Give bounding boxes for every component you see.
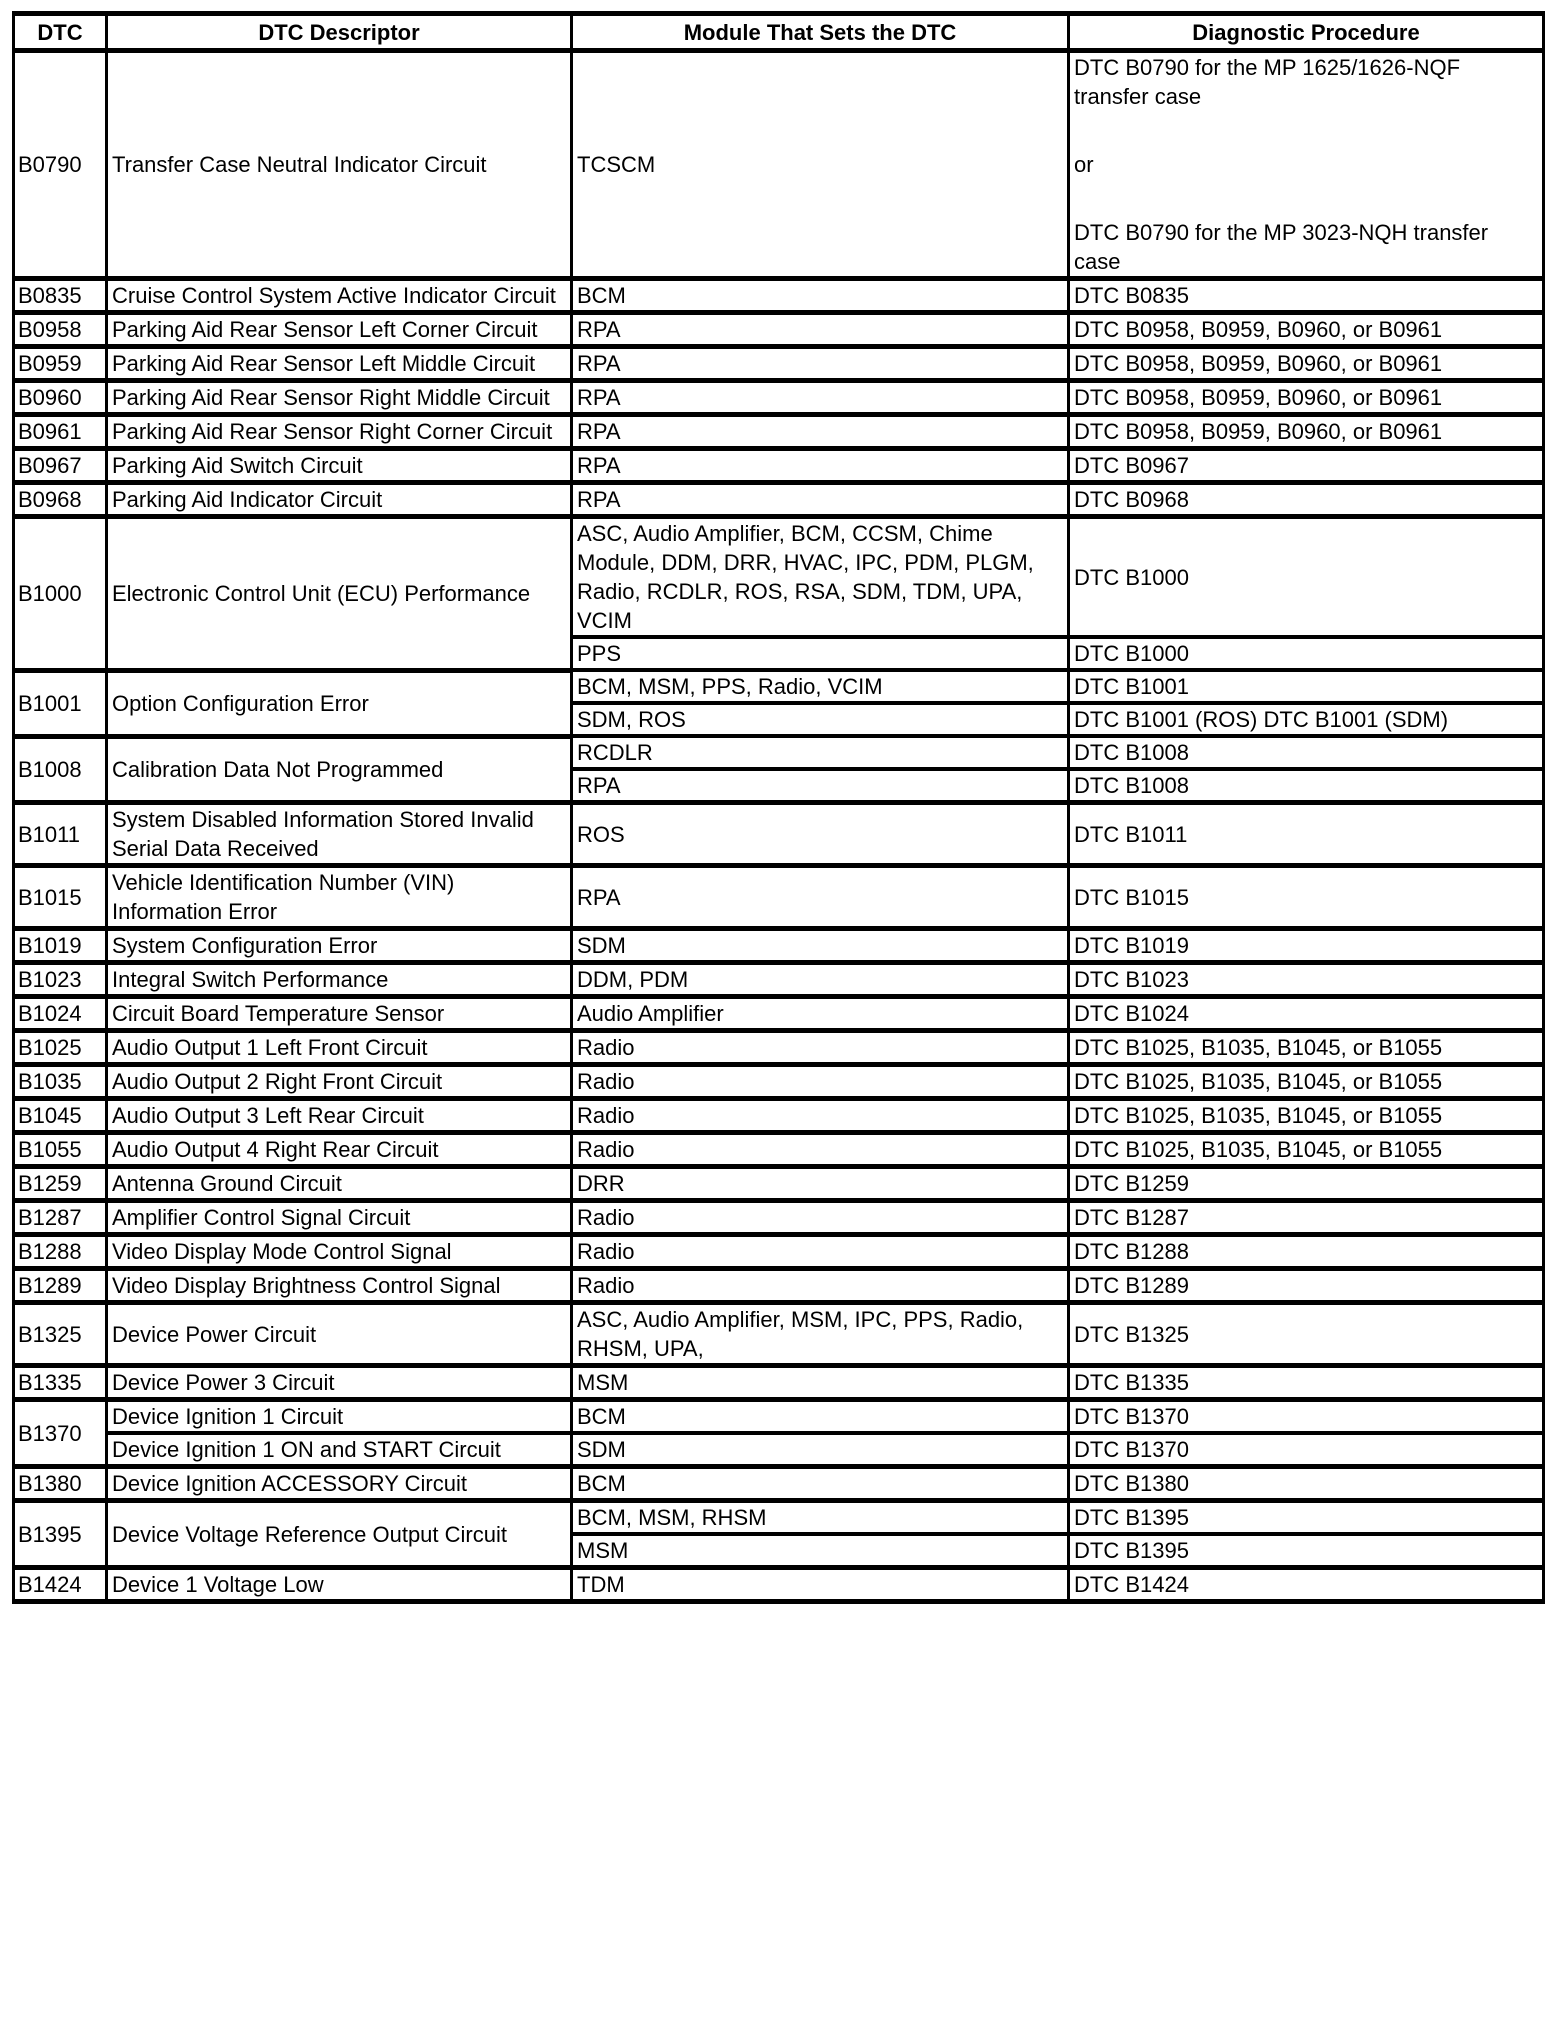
dtc-descriptor: Transfer Case Neutral Indicator Circuit — [107, 51, 572, 279]
dtc-code: B0958 — [14, 313, 107, 347]
diagnostic-procedure — [1069, 1065, 1544, 1099]
setting-module: Radio — [572, 1031, 1069, 1065]
dtc-code: B1019 — [14, 929, 107, 963]
procedure-line: DTC B0958, B0959, B0960, or B0961 — [1074, 317, 1443, 342]
setting-module: RPA — [572, 381, 1069, 415]
setting-module: RCDLR — [572, 736, 1069, 769]
dtc-descriptor: Parking Aid Rear Sensor Left Middle Circuit — [107, 347, 572, 381]
diagnostic-procedure — [1069, 963, 1544, 997]
procedure-line: DTC B1370 — [1074, 1404, 1189, 1429]
header-descriptor: DTC Descriptor — [107, 14, 572, 51]
setting-module: SDM — [572, 1433, 1069, 1467]
setting-module: BCM, MSM, RHSM — [572, 1501, 1069, 1535]
setting-module: Radio — [572, 1235, 1069, 1269]
setting-module: BCM, MSM, PPS, Radio, VCIM — [572, 670, 1069, 703]
table-row — [14, 1303, 1544, 1366]
dtc-code: B0959 — [14, 347, 107, 381]
diagnostic-procedure — [1069, 1133, 1544, 1167]
setting-module: RPA — [572, 347, 1069, 381]
dtc-descriptor: Audio Output 2 Right Front Circuit — [107, 1065, 572, 1099]
dtc-code: B1001 — [14, 670, 107, 736]
diagnostic-procedure — [1069, 736, 1544, 769]
dtc-descriptor: Amplifier Control Signal Circuit — [107, 1201, 572, 1235]
procedure-line: DTC B0790 for the MP 3023-NQH transfer case — [1074, 220, 1489, 274]
table-row — [14, 1366, 1544, 1400]
diagnostic-procedure — [1069, 1303, 1544, 1366]
dtc-descriptor: Device Ignition 1 ON and START Circuit — [107, 1433, 572, 1467]
dtc-descriptor: Device Voltage Reference Output Circuit — [107, 1501, 572, 1568]
table-row — [14, 415, 1544, 449]
procedure-line: DTC B1011 — [1074, 821, 1188, 847]
setting-module: RPA — [572, 449, 1069, 483]
dtc-descriptor: Cruise Control System Active Indicator Circuit — [107, 279, 572, 313]
dtc-descriptor: Integral Switch Performance — [107, 963, 572, 997]
table-row — [14, 1065, 1544, 1099]
diagnostic-procedure — [1069, 51, 1544, 279]
setting-module: RPA — [572, 483, 1069, 517]
setting-module: MSM — [572, 1534, 1069, 1568]
dtc-descriptor: Electronic Control Unit (ECU) Performance — [107, 517, 572, 671]
dtc-code: B1015 — [14, 866, 107, 929]
table-row — [14, 997, 1544, 1031]
procedure-line: DTC B1395 — [1074, 1505, 1189, 1530]
procedure-line: DTC B1008 — [1074, 773, 1189, 798]
table-header-row — [14, 14, 1544, 51]
procedure-line: DTC B0968 — [1074, 487, 1189, 512]
dtc-descriptor: Audio Output 1 Left Front Circuit — [107, 1031, 572, 1065]
diagnostic-procedure — [1069, 483, 1544, 517]
dtc-code: B1025 — [14, 1031, 107, 1065]
dtc-code: B1325 — [14, 1303, 107, 1366]
diagnostic-procedure — [1069, 997, 1544, 1031]
procedure-line: DTC B1325 — [1074, 1321, 1189, 1347]
setting-module: PPS — [572, 637, 1069, 670]
table-row — [14, 736, 1544, 769]
dtc-descriptor: Video Display Mode Control Signal — [107, 1235, 572, 1269]
setting-module: Radio — [572, 1201, 1069, 1235]
diagnostic-procedure — [1069, 637, 1544, 670]
procedure-line: DTC B1289 — [1074, 1273, 1189, 1298]
setting-module: SDM — [572, 929, 1069, 963]
diagnostic-procedure — [1069, 929, 1544, 963]
dtc-descriptor: Audio Output 4 Right Rear Circuit — [107, 1133, 572, 1167]
diagnostic-procedure — [1069, 1031, 1544, 1065]
procedure-line: or — [1074, 152, 1094, 177]
procedure-line: DTC B1015 — [1074, 884, 1189, 910]
table-row — [14, 517, 1544, 638]
diagnostic-procedure — [1069, 1235, 1544, 1269]
diagnostic-procedure — [1069, 1501, 1544, 1535]
header-procedure: Diagnostic Procedure — [1069, 14, 1544, 51]
procedure-line: DTC B1288 — [1074, 1239, 1189, 1264]
dtc-descriptor: Vehicle Identification Number (VIN) Information Error — [107, 866, 572, 929]
dtc-code: B1045 — [14, 1099, 107, 1133]
procedure-line: DTC B1025, B1035, B1045, or B1055 — [1074, 1137, 1443, 1162]
setting-module: DDM, PDM — [572, 963, 1069, 997]
setting-module: RPA — [572, 769, 1069, 803]
procedure-line: DTC B1335 — [1074, 1370, 1189, 1395]
setting-module: SDM, ROS — [572, 703, 1069, 736]
dtc-descriptor: Antenna Ground Circuit — [107, 1167, 572, 1201]
dtc-code: B0967 — [14, 449, 107, 483]
dtc-descriptor: Circuit Board Temperature Sensor — [107, 997, 572, 1031]
dtc-code: B1259 — [14, 1167, 107, 1201]
table-row — [14, 1133, 1544, 1167]
dtc-code: B1008 — [14, 736, 107, 803]
dtc-descriptor: Calibration Data Not Programmed — [107, 736, 572, 803]
diagnostic-procedure — [1069, 313, 1544, 347]
dtc-code: B1288 — [14, 1235, 107, 1269]
diagnostic-procedure — [1069, 1467, 1544, 1501]
diagnostic-procedure — [1069, 670, 1544, 703]
dtc-code: B1055 — [14, 1133, 107, 1167]
table-row — [14, 670, 1544, 703]
table-row — [14, 1501, 1544, 1535]
diagnostic-procedure — [1069, 517, 1544, 638]
table-row — [14, 347, 1544, 381]
dtc-code: B1287 — [14, 1201, 107, 1235]
spacer — [1074, 111, 1538, 150]
dtc-descriptor: Video Display Brightness Control Signal — [107, 1269, 572, 1303]
dtc-descriptor: Parking Aid Switch Circuit — [107, 449, 572, 483]
procedure-line: DTC B1001 (ROS) DTC B1001 (SDM) — [1074, 707, 1449, 732]
setting-module: RPA — [572, 313, 1069, 347]
setting-module: BCM — [572, 1467, 1069, 1501]
diagnostic-procedure — [1069, 803, 1544, 866]
diagnostic-procedure — [1069, 1099, 1544, 1133]
procedure-line: DTC B1380 — [1074, 1471, 1189, 1496]
diagnostic-procedure — [1069, 1366, 1544, 1400]
diagnostic-procedure — [1069, 1400, 1544, 1434]
dtc-descriptor: Parking Aid Rear Sensor Right Middle Circuit — [107, 381, 572, 415]
dtc-code: B1289 — [14, 1269, 107, 1303]
setting-module: Audio Amplifier — [572, 997, 1069, 1031]
dtc-descriptor: Audio Output 3 Left Rear Circuit — [107, 1099, 572, 1133]
table-row — [14, 51, 1544, 279]
table-row — [14, 1167, 1544, 1201]
diagnostic-procedure — [1069, 1167, 1544, 1201]
dtc-descriptor: Device Ignition 1 Circuit — [107, 1400, 572, 1434]
procedure-line: DTC B1025, B1035, B1045, or B1055 — [1074, 1069, 1443, 1094]
procedure-line: DTC B1023 — [1074, 967, 1189, 992]
setting-module: ASC, Audio Amplifier, MSM, IPC, PPS, Radio, RHSM, UPA, — [572, 1303, 1069, 1366]
procedure-line: DTC B1259 — [1074, 1171, 1189, 1196]
dtc-code: B1370 — [14, 1400, 107, 1467]
dtc-code: B1035 — [14, 1065, 107, 1099]
procedure-line: DTC B0790 for the MP 1625/1626-NQF transfer case — [1074, 55, 1461, 109]
spacer — [1074, 179, 1538, 218]
table-row — [14, 929, 1544, 963]
table-row — [14, 1031, 1544, 1065]
table-row — [14, 803, 1544, 866]
diagnostic-procedure — [1069, 703, 1544, 736]
procedure-line: DTC B0958, B0959, B0960, or B0961 — [1074, 351, 1443, 376]
procedure-line: DTC B1001 — [1074, 674, 1189, 699]
header-dtc: DTC — [14, 14, 107, 51]
table-row — [14, 1568, 1544, 1602]
setting-module: TCSCM — [572, 51, 1069, 279]
setting-module: MSM — [572, 1366, 1069, 1400]
dtc-code: B1011 — [14, 803, 107, 866]
diagnostic-procedure — [1069, 1568, 1544, 1602]
setting-module: BCM — [572, 1400, 1069, 1434]
procedure-line: DTC B1025, B1035, B1045, or B1055 — [1074, 1103, 1443, 1128]
dtc-code: B1424 — [14, 1568, 107, 1602]
dtc-code: B1000 — [14, 517, 107, 671]
table-row — [14, 381, 1544, 415]
table-row — [14, 1269, 1544, 1303]
table-row — [14, 963, 1544, 997]
procedure-line: DTC B1395 — [1074, 1538, 1189, 1563]
table-row — [14, 449, 1544, 483]
table-row — [14, 1433, 1544, 1467]
setting-module: Radio — [572, 1099, 1069, 1133]
dtc-code: B0968 — [14, 483, 107, 517]
setting-module: Radio — [572, 1065, 1069, 1099]
diagnostic-procedure — [1069, 1201, 1544, 1235]
procedure-line: DTC B1000 — [1074, 564, 1189, 590]
diagnostic-procedure — [1069, 769, 1544, 803]
diagnostic-procedure — [1069, 279, 1544, 313]
diagnostic-procedure — [1069, 1433, 1544, 1467]
diagnostic-procedure — [1069, 415, 1544, 449]
setting-module: ROS — [572, 803, 1069, 866]
dtc-code: B0961 — [14, 415, 107, 449]
dtc-code: B1024 — [14, 997, 107, 1031]
dtc-descriptor: System Configuration Error — [107, 929, 572, 963]
diagnostic-procedure — [1069, 347, 1544, 381]
dtc-code: B0960 — [14, 381, 107, 415]
procedure-line: DTC B0958, B0959, B0960, or B0961 — [1074, 419, 1443, 444]
dtc-descriptor: Parking Aid Rear Sensor Right Corner Circuit — [107, 415, 572, 449]
dtc-descriptor: Device Ignition ACCESSORY Circuit — [107, 1467, 572, 1501]
dtc-table — [12, 11, 1545, 1604]
procedure-line: DTC B1370 — [1074, 1437, 1189, 1462]
table-row — [14, 866, 1544, 929]
setting-module: Radio — [572, 1269, 1069, 1303]
procedure-line: DTC B1025, B1035, B1045, or B1055 — [1074, 1035, 1443, 1060]
table-row — [14, 1467, 1544, 1501]
procedure-line: DTC B1287 — [1074, 1205, 1189, 1230]
procedure-line: DTC B0967 — [1074, 453, 1189, 478]
dtc-descriptor: Device 1 Voltage Low — [107, 1568, 572, 1602]
procedure-line: DTC B1424 — [1074, 1572, 1189, 1597]
setting-module: BCM — [572, 279, 1069, 313]
setting-module: DRR — [572, 1167, 1069, 1201]
setting-module: Radio — [572, 1133, 1069, 1167]
diagnostic-procedure — [1069, 449, 1544, 483]
diagnostic-procedure — [1069, 1534, 1544, 1568]
dtc-descriptor: Parking Aid Rear Sensor Left Corner Circuit — [107, 313, 572, 347]
diagnostic-procedure — [1069, 381, 1544, 415]
table-row — [14, 483, 1544, 517]
setting-module: RPA — [572, 415, 1069, 449]
procedure-line: DTC B1024 — [1074, 1001, 1189, 1026]
procedure-line: DTC B0835 — [1074, 283, 1189, 308]
table-row — [14, 1235, 1544, 1269]
table-row — [14, 313, 1544, 347]
table-row — [14, 1099, 1544, 1133]
diagnostic-procedure — [1069, 866, 1544, 929]
dtc-descriptor: Device Power 3 Circuit — [107, 1366, 572, 1400]
dtc-descriptor: Parking Aid Indicator Circuit — [107, 483, 572, 517]
header-module: Module That Sets the DTC — [572, 14, 1069, 51]
table-row — [14, 1201, 1544, 1235]
setting-module: TDM — [572, 1568, 1069, 1602]
dtc-code: B1380 — [14, 1467, 107, 1501]
dtc-code: B1023 — [14, 963, 107, 997]
dtc-code: B1395 — [14, 1501, 107, 1568]
diagnostic-procedure — [1069, 1269, 1544, 1303]
setting-module: RPA — [572, 866, 1069, 929]
procedure-line: DTC B0958, B0959, B0960, or B0961 — [1074, 385, 1443, 410]
dtc-code: B0835 — [14, 279, 107, 313]
dtc-code: B1335 — [14, 1366, 107, 1400]
dtc-descriptor: System Disabled Information Stored Invalid Serial Data Received — [107, 803, 572, 866]
dtc-descriptor: Option Configuration Error — [107, 670, 572, 736]
procedure-line: DTC B1000 — [1074, 641, 1189, 666]
table-row — [14, 1400, 1544, 1434]
procedure-line: DTC B1008 — [1074, 740, 1189, 765]
dtc-code: B0790 — [14, 51, 107, 279]
table-row — [14, 279, 1544, 313]
procedure-line: DTC B1019 — [1074, 933, 1189, 958]
setting-module: ASC, Audio Amplifier, BCM, CCSM, Chime Module, DDM, DRR, HVAC, IPC, PDM, PLGM, Radio, RCDLR, ROS, RSA, SDM, TDM, UPA, VCIM — [572, 517, 1069, 638]
dtc-descriptor: Device Power Circuit — [107, 1303, 572, 1366]
